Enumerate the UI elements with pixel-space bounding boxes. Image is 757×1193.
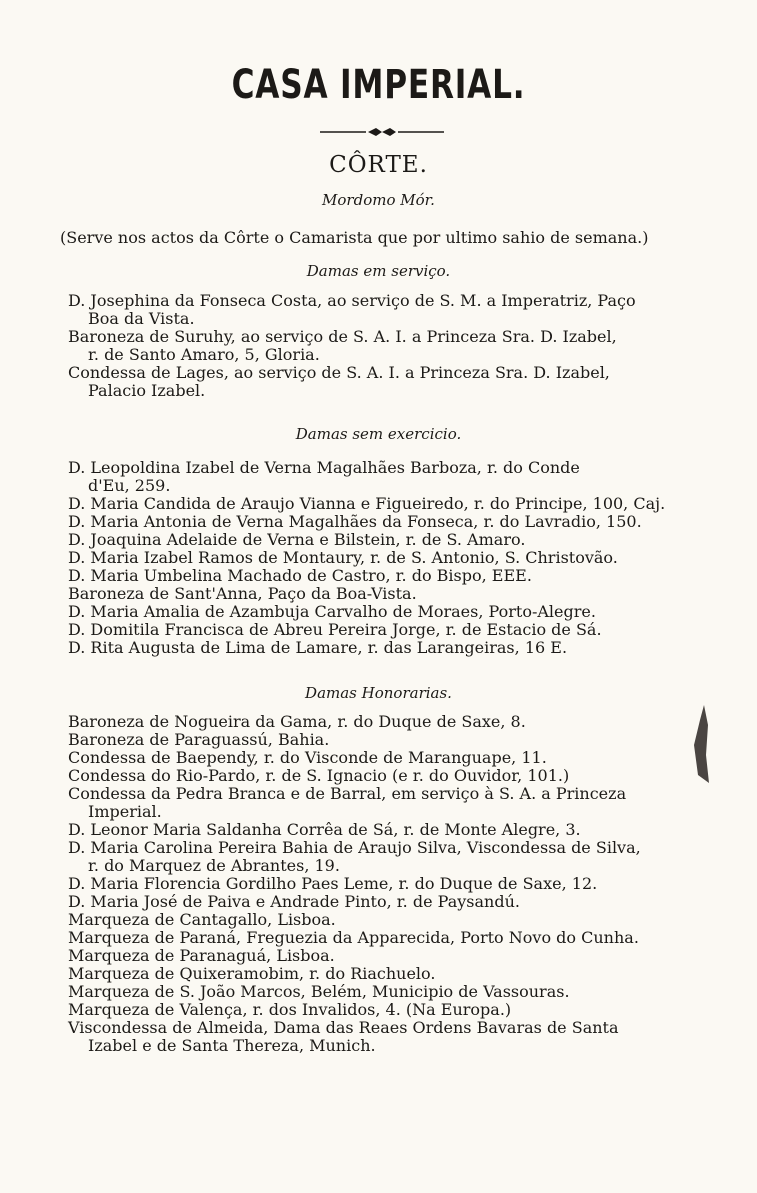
list-item: Boa da Vista. <box>88 309 195 328</box>
servem-note: (Serve nos actos da Côrte o Camarista que por ultimo sahio de semana.) <box>60 228 649 247</box>
list-damas-honorarias <box>68 713 708 1055</box>
list-item: D. Maria Antonia de Verna Magalhães da Fonseca, r. do Lavradio, 150. <box>68 512 642 531</box>
list-damas-sem-exercicio <box>68 459 708 657</box>
heading-damas-servico: Damas em serviço. <box>306 262 451 280</box>
list-item: D. Maria Izabel Ramos de Montaury, r. de S. Antonio, S. Christovão. <box>68 548 618 567</box>
list-item: r. do Marquez de Abrantes, 19. <box>88 856 340 875</box>
list-item: Condessa do Rio-Pardo, r. de S. Ignacio (e r. do Ouvidor, 101.) <box>68 766 570 785</box>
list-item: d'Eu, 259. <box>88 476 171 495</box>
list-item: D. Maria Carolina Pereira Bahia de Araujo Silva, Viscondessa de Silva, <box>68 838 641 857</box>
list-item: Izabel e de Santa Thereza, Munich. <box>88 1036 376 1055</box>
list-item: Marqueza de Paraná, Freguezia da Apparecida, Porto Novo do Cunha. <box>68 928 639 947</box>
heading-damas-sem-exercicio: Damas sem exercicio. <box>295 425 462 443</box>
list-item: Imperial. <box>88 802 162 821</box>
list-item: Viscondessa de Almeida, Dama das Reaes Ordens Bavaras de Santa <box>68 1018 619 1037</box>
list-item: Baroneza de Nogueira da Gama, r. do Duque de Saxe, 8. <box>68 712 526 731</box>
list-item: Marqueza de Paranaguá, Lisboa. <box>68 946 335 965</box>
list-item: Marqueza de Valença, r. dos Invalidos, 4. (Na Europa.) <box>68 1000 512 1019</box>
ink-smudge-mark <box>690 705 710 783</box>
list-item: D. Leopoldina Izabel de Verna Magalhães Barboza, r. do Conde <box>68 458 580 477</box>
list-item: D. Leonor Maria Saldanha Corrêa de Sá, r. de Monte Alegre, 3. <box>68 820 581 839</box>
heading-damas-honorarias: Damas Honorarias. <box>305 684 452 702</box>
list-item: D. Domitila Francisca de Abreu Pereira Jorge, r. de Estacio de Sá. <box>68 620 602 639</box>
list-item: D. Maria Amalia de Azambuja Carvalho de Moraes, Porto-Alegre. <box>68 602 596 621</box>
list-item: D. Maria Umbelina Machado de Castro, r. do Bispo, EEE. <box>68 566 532 585</box>
list-item: D. Maria José de Paiva e Andrade Pinto, r. de Paysandú. <box>68 892 520 911</box>
list-damas-servico <box>68 292 708 400</box>
section-title-corte: CÔRTE. <box>329 152 428 178</box>
list-item: Marqueza de Cantagallo, Lisboa. <box>68 910 336 929</box>
list-item: Palacio Izabel. <box>88 381 206 400</box>
page-title: CASA IMPERIAL. <box>231 62 526 108</box>
ornament-divider <box>320 125 444 139</box>
list-item: D. Maria Florencia Gordilho Paes Leme, r. do Duque de Saxe, 12. <box>68 874 598 893</box>
list-item: D. Joaquina Adelaide de Verna e Bilstein, r. de S. Amaro. <box>68 530 526 549</box>
list-item: Baroneza de Sant'Anna, Paço da Boa-Vista. <box>68 584 417 603</box>
list-item: Condessa de Baependy, r. do Visconde de Maranguape, 11. <box>68 748 547 767</box>
list-item: Marqueza de S. João Marcos, Belém, Municipio de Vassouras. <box>68 982 570 1001</box>
list-item: Baroneza de Suruhy, ao serviço de S. A. I. a Princeza Sra. D. Izabel, <box>68 327 617 346</box>
list-item: D. Rita Augusta de Lima de Lamare, r. das Larangeiras, 16 E. <box>68 638 568 657</box>
list-item: r. de Santo Amaro, 5, Gloria. <box>88 345 320 364</box>
list-item: Condessa de Lages, ao serviço de S. A. I. a Princeza Sra. D. Izabel, <box>68 363 610 382</box>
list-item: D. Maria Candida de Araujo Vianna e Figueiredo, r. do Principe, 100, Caj. <box>68 494 666 513</box>
subtitle-mordomo: Mordomo Mór. <box>322 191 435 209</box>
list-item: Baroneza de Paraguassú, Bahia. <box>68 730 330 749</box>
list-item: Condessa da Pedra Branca e de Barral, em serviço à S. A. a Princeza <box>68 784 627 803</box>
list-item: Marqueza de Quixeramobim, r. do Riachuelo. <box>68 964 436 983</box>
list-item: D. Josephina da Fonseca Costa, ao serviço de S. M. a Imperatriz, Paço <box>68 291 636 310</box>
